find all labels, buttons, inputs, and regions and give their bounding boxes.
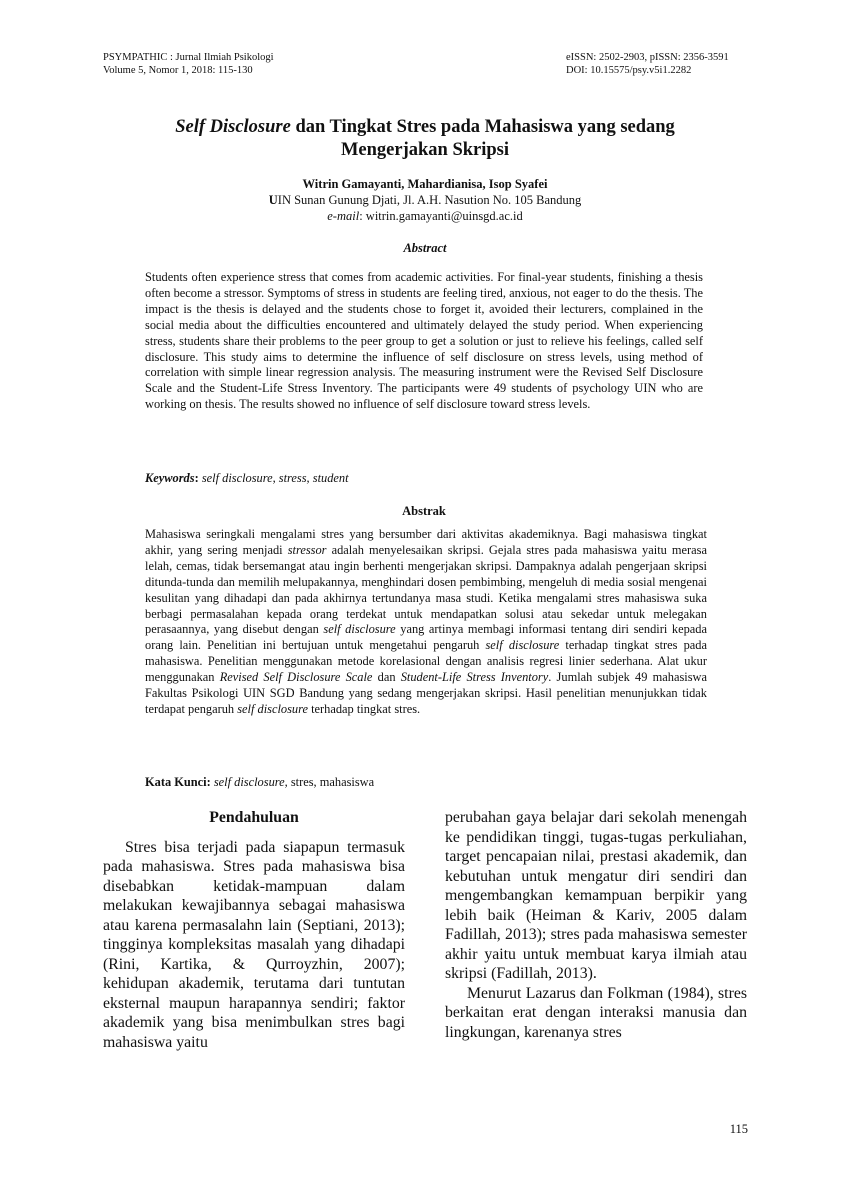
kata-kunci-values: stres, mahasiswa: [287, 775, 375, 789]
page-number: 115: [729, 1122, 748, 1136]
author-names: Witrin Gamayanti, Mahardianisa, Isop Syafei: [302, 177, 548, 191]
email-line: [103, 208, 747, 224]
body-column-left: [103, 808, 405, 1052]
paragraph: perubahan gaya belajar dari sekolah menengah ke pendidikan tinggi, tugas-tugas perkuliahan, target pencapaian nilai, prestasi akademik, dan kebutuhan untuk mengatur diri sendiri dan mengembangkan kemampuan berpikir yang lebih baik (Heiman & Kariv, 2005 dalam Fadillah, 2013); stres pada mahasiswa semester akhir yaitu untuk membuat karya ilmiah atau skripsi (Fadillah, 2013).: [445, 809, 747, 982]
abstrak-part: yang artinya membagi informasi tentang diri sendiri kepada orang lain. Penelitian ini bertujuan untuk mengetahui pengaruh: [145, 622, 707, 653]
keywords-values: self disclosure, stress, student: [198, 471, 349, 485]
abstrak-part: dan: [372, 670, 401, 685]
paragraph: Stres bisa terjadi pada siapapun termasuk pada mahasiswa. Stres pada mahasiswa bisa disebabkan ketidak-mampuan dalam melakukan kewajibannya sebagai mahasiswa atau karena permasalahn lain (Septiani, 2013); tingginya kompleksitas masalah yang dihadapi (Rini, Kartika, & Qurroyzhin, 2007); kehidupan akademik, terutama dari tuntutan eksternal maupun harapannya sendiri; faktor akademik yang bisa menimbulkan stres bagi mahasiswa yaitu: [103, 838, 405, 1051]
kata-kunci-line: [145, 775, 703, 790]
keywords-label: Keywords: [145, 471, 195, 485]
title-line2: Mengerjakan Skripsi: [340, 140, 510, 160]
abstrak-heading: Abstrak: [402, 504, 446, 518]
section-title: Pendahuluan: [209, 809, 299, 826]
affiliation-text: IN Sunan Gunung Djati, Jl. A.H. Nasution No. 105 Bandung: [277, 193, 582, 207]
abstrak-part: . Jumlah subjek 49 mahasiswa Fakultas Psikologi UIN SGD Bandung yang sedang mengerjakan skripsi. Hasil penelitian menunjukkan tidak terdapat pengaruh: [145, 670, 708, 716]
abstract-heading: Abstract: [403, 241, 447, 255]
journal-doi: DOI: 10.15575/psy.v5i1.2282: [566, 65, 692, 76]
abstrak-text: [145, 527, 707, 718]
abstrak-italic: self disclosure: [323, 622, 396, 637]
header-left: [103, 51, 274, 77]
email-label: e-mail: [327, 209, 360, 223]
title-italic: Self Disclosure: [175, 117, 291, 137]
kata-kunci-italic: self disclosure,: [210, 775, 288, 789]
abstrak-italic: Student-Life Stress Inventory: [400, 670, 549, 685]
abstrak-italic: self disclosure: [237, 701, 308, 716]
paragraph: Menurut Lazarus dan Folkman (1984), stres berkaitan erat dengan interaksi manusia dan lingkungan, karenanya stres: [445, 984, 747, 1041]
body-column-right: [445, 808, 747, 1042]
keywords-colon: :: [194, 471, 199, 485]
paper-title: [103, 116, 747, 162]
abstrak-italic: stressor: [287, 542, 327, 557]
abstract-text: Students often experience stress that comes from academic activities. For final-year students, finishing a thesis often become a stressor. Symptoms of stress in students are feeling tired, anxious, not eager to do the thesis. The impact is the thesis is delayed and the students chose to forget it, avoided their lecturers, complained in the social media about the difficulties encountered and ultimately delayed the study period. When experiencing stress, students share their problems to the peer group to get a solution or just to relieve his feelings, called self disclosure. This study aims to determine the influence of self disclosure on stress levels, using method of correlation with simple linear regression analysis. The measuring instrument were the Revised Self Disclosure Scale and the Student-Life Stress Inventory. The participants were 49 students of psychology UIN who are working on thesis. The results showed no influence of self disclosure toward stress levels.: [145, 270, 703, 412]
keywords-line: [145, 471, 703, 486]
title-line1: dan Tingkat Stres pada Mahasiswa yang sedang: [290, 117, 675, 137]
journal-name: PSYMPATHIC : Jurnal Ilmiah Psikologi: [103, 52, 274, 63]
email-address: : witrin.gamayanti@uinsgd.ac.id: [359, 209, 523, 223]
affiliation-initial: U: [268, 193, 278, 207]
author-block: [103, 176, 747, 224]
journal-volume: Volume 5, Nomor 1, 2018: 115-130: [103, 65, 253, 76]
affiliation: [103, 192, 747, 208]
abstrak-part: terhadap tingkat stres pada mahasiswa. Penelitian menggunakan metode korelasional dengan analisis regresi linier sederhana. Alat ukur menggunakan: [145, 638, 707, 685]
abstrak-italic: self disclosure: [485, 638, 560, 653]
abstrak-part: terhadap tingkat stres.: [307, 701, 421, 716]
journal-issn: eISSN: 2502-2903, pISSN: 2356-3591: [566, 52, 729, 63]
kata-kunci-label: Kata Kunci:: [145, 775, 211, 789]
abstrak-part: adalah menyelesaikan skripsi. Gejala stres pada mahasiswa yaitu merasa lelah, cemas, tidak bersemangat atau ingin berhenti mengerjakan skripsi. Dampaknya adalah pengerjaan skripsi ditunda-tunda dan memilih melupakannya, menghindari dosen pembimbing, mengeluh di media sosial mengenai kesulitan yang dihadapi dan pada akhirnya tertundanya masa studi. Ketika mengalami stres mahasiswa suka berbagi permasalahan kepada orang terdekat untuk mendapatkan solusi atau sekedar untuk melegakan perasaannya, yang disebut dengan: [145, 542, 708, 637]
abstrak-part: Mahasiswa seringkali mengalami stres yang bersumber dari aktivitas akademiknya. Bagi mahasiswa tingkat akhir, yang sering menjadi: [145, 527, 707, 557]
header-right: [566, 51, 729, 77]
abstrak-italic: Revised Self Disclosure Scale: [219, 670, 373, 685]
